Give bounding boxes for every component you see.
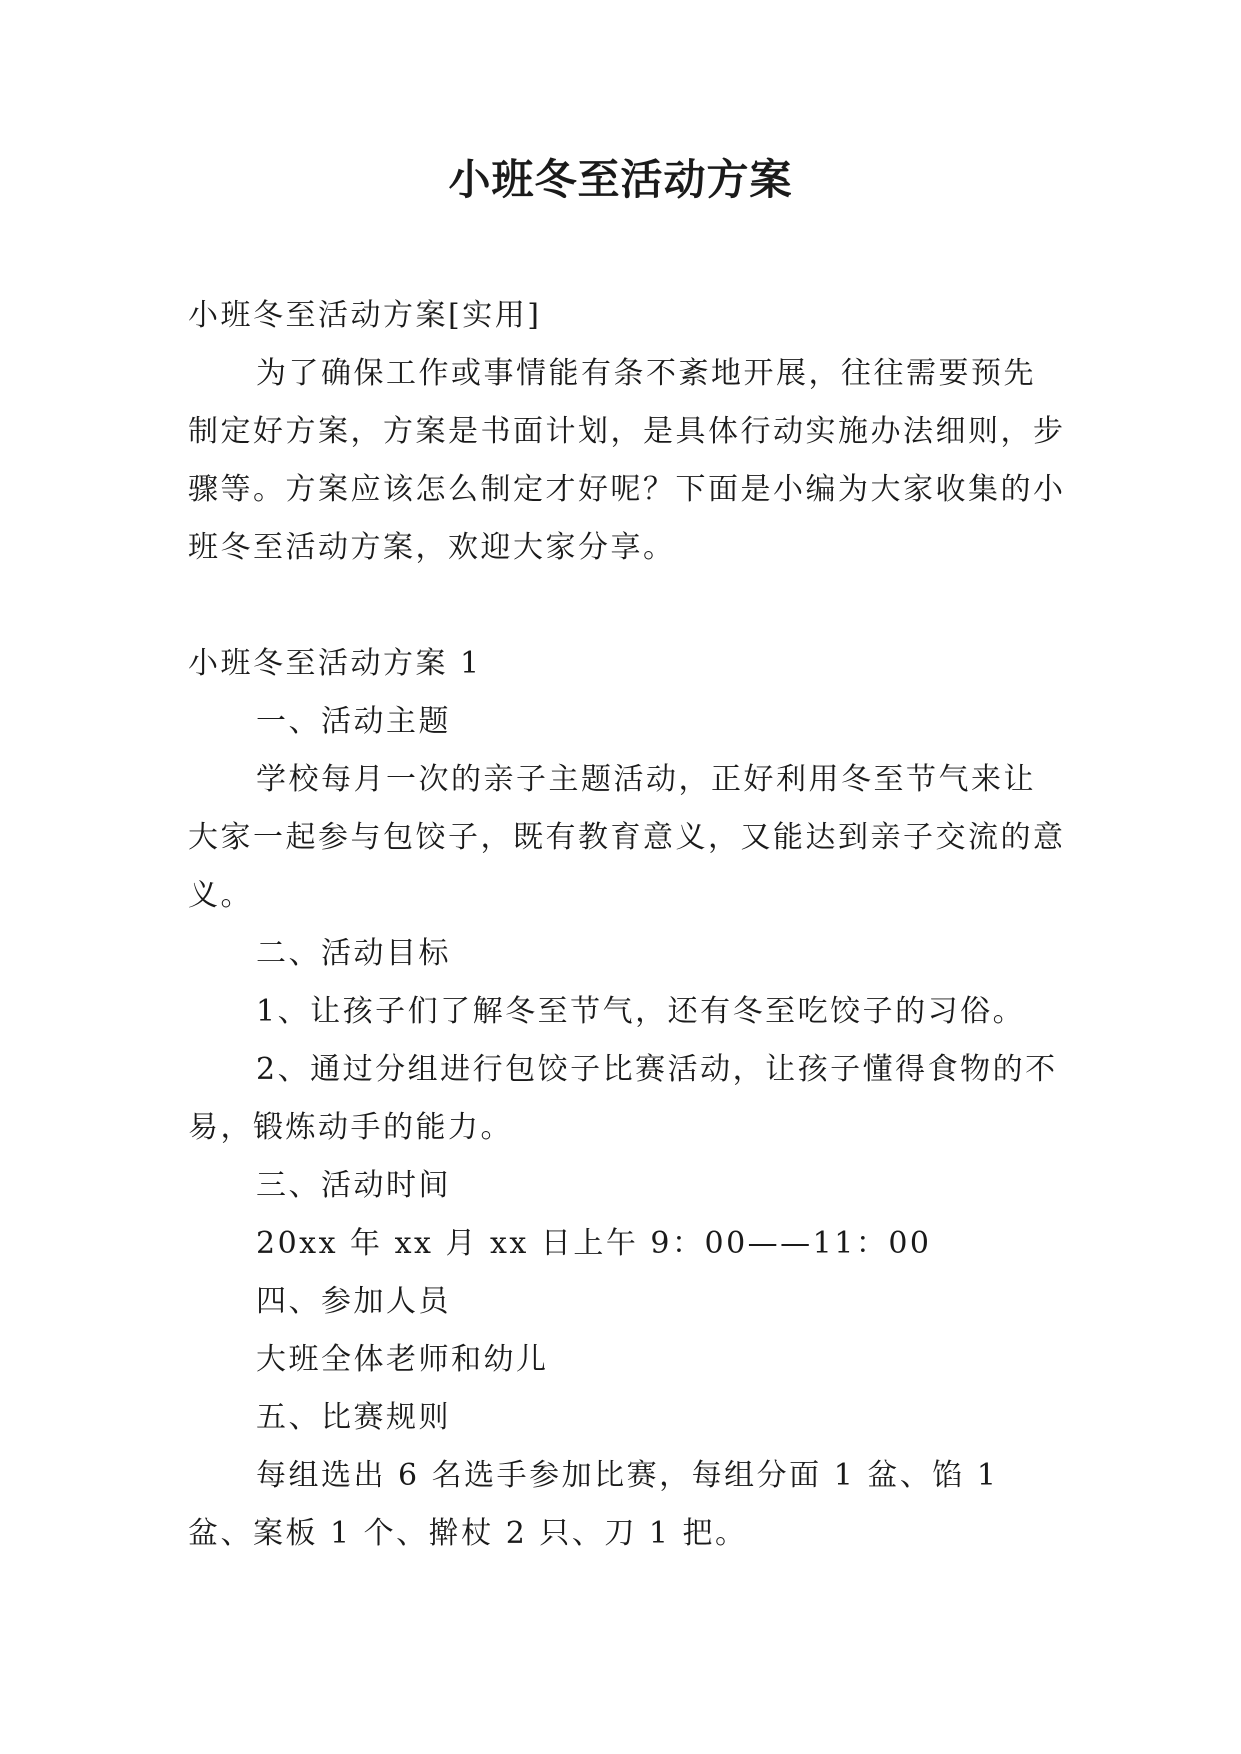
paragraph-activity-theme: 学校每月一次的亲子主题活动，正好利用冬至节气来让大家一起参与包饺子，既有教育意义，又能达到亲子交流的意义。 xyxy=(188,762,1066,913)
activity-time-value: 20xx 年 xx 月 xx 日上午 9：00——11：00 xyxy=(256,1226,932,1261)
heading-activity-goals: 二、活动目标 xyxy=(256,936,451,971)
heading-participants: 四、参加人员 xyxy=(256,1284,451,1319)
heading-competition-rules: 五、比赛规则 xyxy=(256,1400,451,1435)
goal-item-2: 2、通过分组进行包饺子比赛活动，让孩子懂得食物的不易，锻炼动手的能力。 xyxy=(188,1052,1058,1145)
goal-item-1: 1、让孩子们了解冬至节气，还有冬至吃饺子的习俗。 xyxy=(256,994,1026,1029)
heading-activity-time: 三、活动时间 xyxy=(256,1168,451,1203)
participants-value: 大班全体老师和幼儿 xyxy=(256,1342,549,1377)
document-body xyxy=(188,287,1068,1563)
heading-activity-theme: 一、活动主题 xyxy=(256,704,451,739)
subtitle-line: 小班冬至活动方案[实用] xyxy=(188,298,542,333)
paragraph-competition-rules: 每组选出 6 名选手参加比赛，每组分面 1 盆、馅 1 盆、案板 1 个、擀杖 2 只、刀 1 把。 xyxy=(188,1458,999,1551)
document-title: 小班冬至活动方案 xyxy=(448,155,793,204)
section-heading: 小班冬至活动方案 1 xyxy=(188,646,482,681)
intro-paragraph: 为了确保工作或事情能有条不紊地开展，往往需要预先制定好方案，方案是书面计划，是具体行动实施办法细则，步骤等。方案应该怎么制定才好呢？下面是小编为大家收集的小班冬至活动方案，欢迎大家分享。 xyxy=(188,356,1066,565)
